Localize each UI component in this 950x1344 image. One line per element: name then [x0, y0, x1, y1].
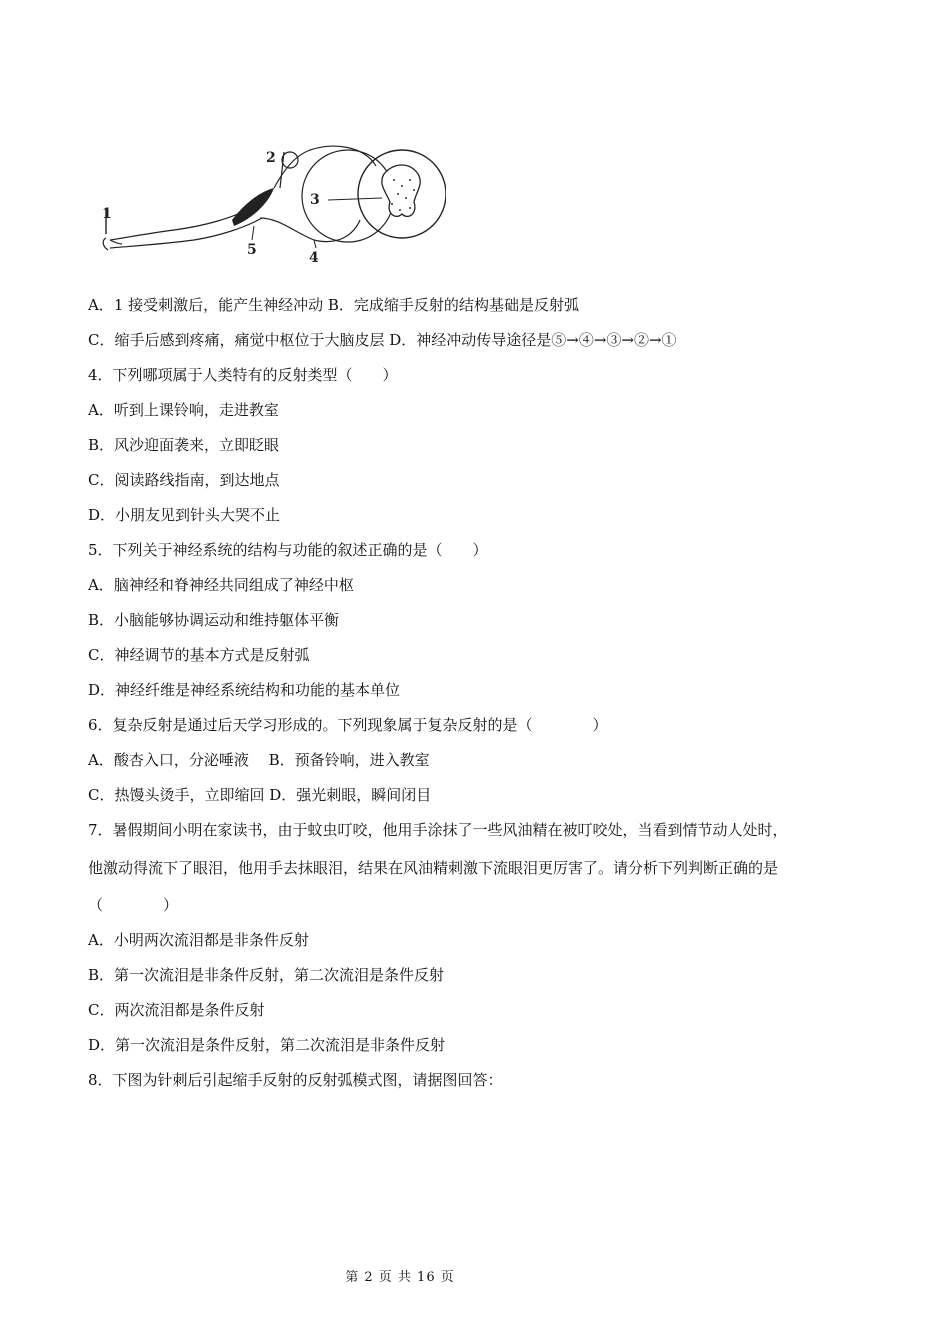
q8-stem: 8．下图为针刺后引起缩手反射的反射弧模式图，请据图回答：	[88, 1071, 503, 1089]
receptor-circle	[282, 152, 298, 168]
page-footer: 第 2 页 共 16 页	[345, 1270, 455, 1285]
muscle-effector	[232, 188, 274, 226]
q3-options-cd: C．缩手后感到疼痛，痛觉中枢位于大脑皮层 D．神经冲动传导途径是⑤→④→③→②→①	[88, 331, 677, 349]
q7-stem-1: 7．暑假期间小明在家读书，由于蚊虫叮咬，他用手涂抹了一些风油精在被叮咬处，当看到情节动人处时，	[88, 821, 788, 839]
q5-option-c: C．神经调节的基本方式是反射弧	[88, 646, 310, 664]
q7-stem-3: （ ）	[88, 896, 179, 914]
label-4: 4	[309, 250, 319, 266]
q6-options-cd: C．热馒头烫手，立即缩回 D．强光刺眼，瞬间闭目	[88, 786, 432, 804]
q4-option-d: D．小朋友见到针头大哭不止	[88, 506, 281, 524]
label-2: 2	[266, 150, 276, 166]
q7-option-c: C．两次流泪都是条件反射	[88, 1001, 265, 1019]
q5-option-b: B．小脑能够协调运动和维持躯体平衡	[88, 611, 340, 629]
q4-option-b: B．风沙迎面袭来，立即眨眼	[88, 436, 280, 454]
q5-stem: 5．下列关于神经系统的结构与功能的叙述正确的是（ ）	[88, 541, 488, 559]
label-5-line	[252, 226, 254, 240]
q7-stem-2: 他激动得流下了眼泪，他用手去抹眼泪，结果在风油精刺激下流眼泪更厉害了。请分析下列判断正确的是	[88, 859, 779, 877]
q4-option-c: C．阅读路线指南，到达地点	[88, 471, 280, 489]
label-5: 5	[247, 242, 257, 258]
q7-option-d: D．第一次流泪是条件反射，第二次流泪是非条件反射	[88, 1036, 446, 1054]
q7-option-a: A．小明两次流泪都是非条件反射	[88, 931, 309, 949]
q5-option-d: D．神经纤维是神经系统结构和功能的基本单位	[88, 681, 401, 699]
label-4-line	[314, 240, 316, 248]
reflex-arc-figure	[84, 122, 446, 272]
q6-options-ab: A．酸杏入口，分泌唾液 B．预备铃响，进入教室	[88, 751, 430, 769]
q7-option-b: B．第一次流泪是非条件反射，第二次流泪是条件反射	[88, 966, 445, 984]
label-3-line	[328, 198, 382, 200]
q5-option-a: A．脑神经和脊神经共同组成了神经中枢	[88, 576, 354, 594]
label-3: 3	[310, 192, 320, 208]
q6-stem: 6．复杂反射是通过后天学习形成的。下列现象属于复杂反射的是（ ）	[88, 716, 608, 734]
q3-options-ab: A．1 接受刺激后，能产生神经冲动 B．完成缩手反射的结构基础是反射弧	[88, 296, 579, 314]
q4-stem: 4．下列哪项属于人类特有的反射类型（ ）	[88, 366, 398, 384]
label-1: 1	[102, 206, 112, 222]
q4-option-a: A．听到上课铃响，走进教室	[88, 401, 279, 419]
